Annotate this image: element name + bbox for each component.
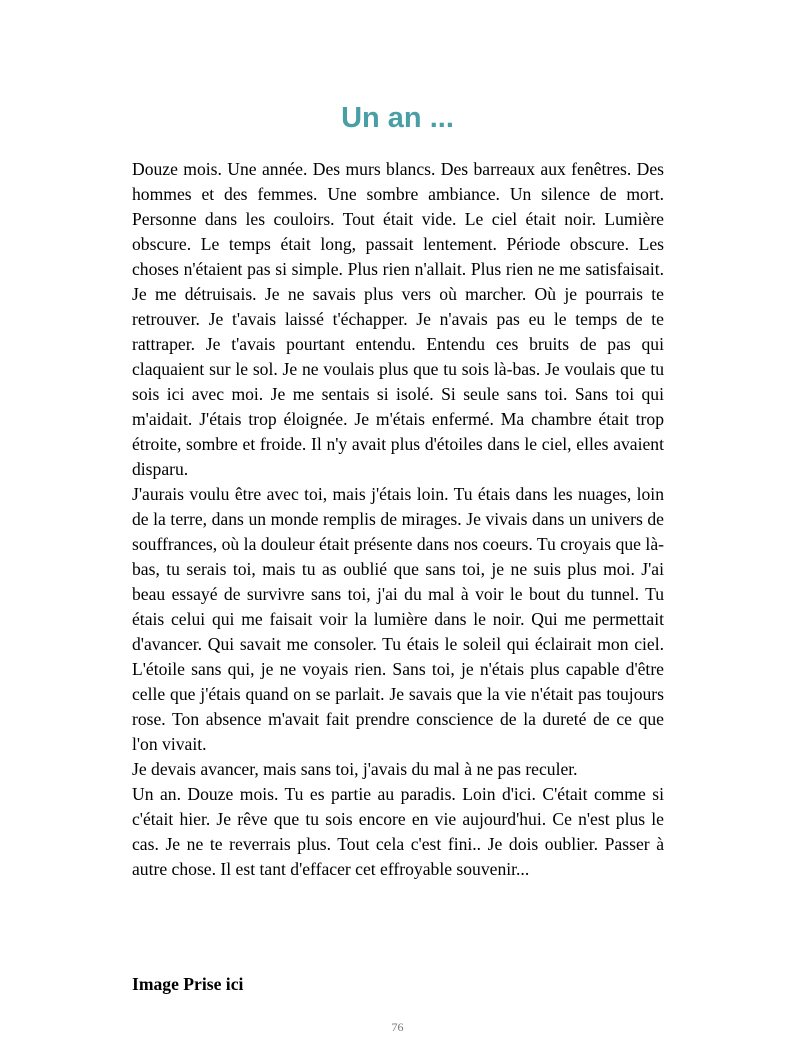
page-number: 76 xyxy=(391,1020,404,1034)
paragraph-1: Douze mois. Une année. Des murs blancs. Des barreaux aux fenêtres. Des hommes et des femmes. Une sombre ambiance. Un silence de mort. Personne dans les couloirs. Tout était vide. Le ciel était noir. Lumière obscure. Le temps était long, passait lentement. Période obscure. Les choses n'étaient pas si simple. Plus rien n'allait. Plus rien ne me satisfaisait. Je me détruisais. Je ne savais plus vers où marcher. Où je pourrais te retrouver. Je t'avais laissé t'échapper. Je n'avais pas eu le temps de te rattraper. Je t'avais pourtant entendu. Entendu ces bruits de pas qui claquaient sur le sol. Je ne voulais plus que tu sois là-bas. Je voulais que tu sois ici avec moi. Je me sentais si isolé. Si seule sans toi. Sans toi qui m'aidait. J'étais trop éloignée. Je m'étais enfermé. Ma chambre était trop étroite, sombre et froide. Il n'y avait plus d'étoiles dans le ciel, elles avaient disparu. xyxy=(132,159,664,479)
page-title: Un an ... xyxy=(341,102,454,134)
paragraph-3: Je devais avancer, mais sans toi, j'avais du mal à ne pas reculer. xyxy=(132,759,578,779)
poem-body xyxy=(132,157,664,882)
paragraph-2: J'aurais voulu être avec toi, mais j'étais loin. Tu étais dans les nuages, loin de la terre, dans un monde remplis de mirages. Je vivais dans un univers de souffrances, où la douleur était présente dans nos coeurs. Tu croyais que là-bas, tu serais toi, mais tu as oublié que sans toi, je ne suis plus moi. J'ai beau essayé de survivre sans toi, j'ai du mal à voir le bout du tunnel. Tu étais celui qui me faisait voir la lumière dans le noir. Qui me permettait d'avancer. Qui savait me consoler. Tu étais le soleil qui éclairait mon ciel. L'étoile sans qui, je ne voyais rien. Sans toi, je n'étais plus capable d'être celle que j'étais quand on se parlait. Je savais que la vie n'était pas toujours rose. Ton absence m'avait fait prendre conscience de la dureté de ce que l'on vivait. xyxy=(132,484,664,754)
paragraph-4: Un an. Douze mois. Tu es partie au paradis. Loin d'ici. C'était comme si c'était hier. Je rêve que tu sois encore en vie aujourd'hui. Ce n'est plus le cas. Je ne te reverrais plus. Tout cela c'est fini.. Je dois oublier. Passer à autre chose. Il est tant d'effacer cet effroyable souvenir... xyxy=(132,784,664,879)
image-credit: Image Prise ici xyxy=(132,974,244,994)
